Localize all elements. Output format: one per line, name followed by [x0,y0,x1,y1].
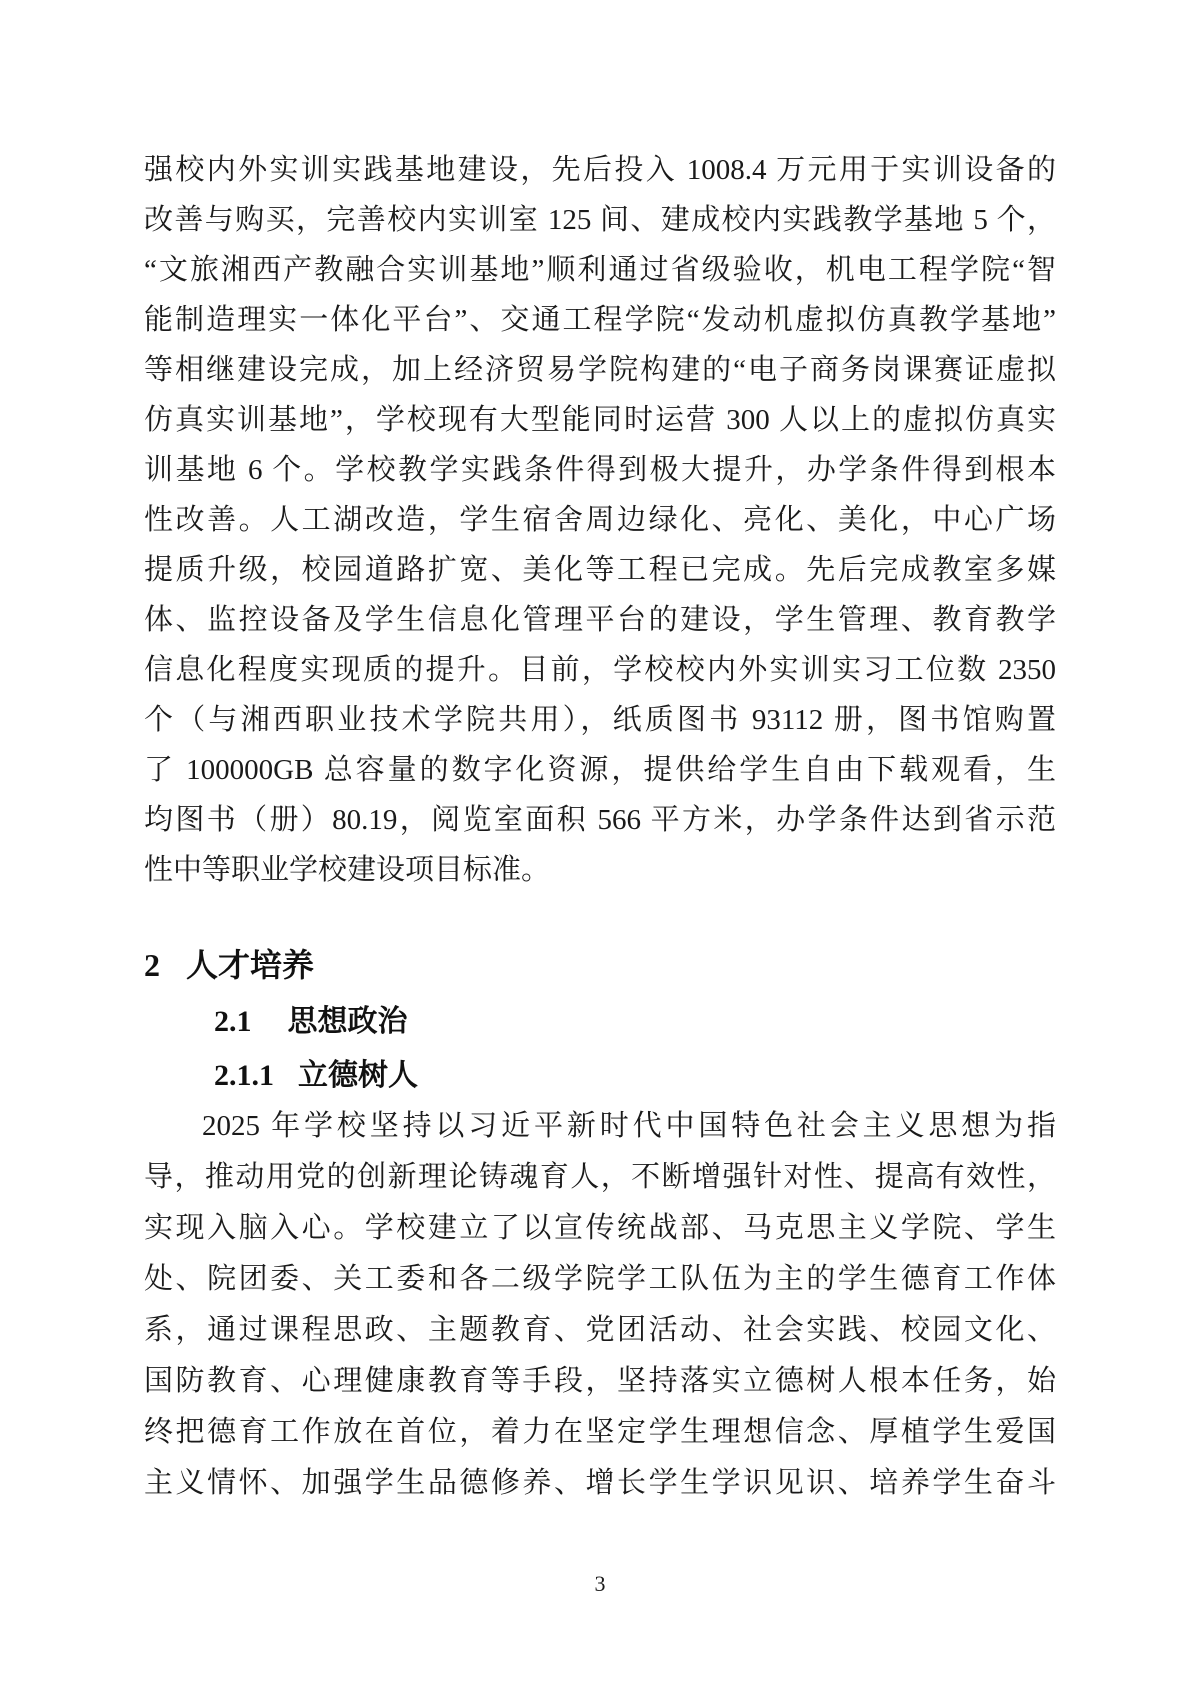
heading-section-2-1 [214,1001,1056,1043]
text-line: 了 100000GB 总容量的数字化资源，提供给学生自由下载观看，生 [144,754,1056,786]
text-line: 体、监控设备及学生信息化管理平台的建设，学生管理、教育教学 [144,604,1056,636]
text-line: 2025 年学校坚持以习近平新时代中国特色社会主义思想为指 [202,1110,1056,1142]
text-line: “文旅湘西产教融合实训基地”顺利通过省级验收，机电工程学院“智 [144,254,1056,286]
text-line: 均图书（册）80.19，阅览室面积 566 平方米，办学条件达到省示范 [144,804,1056,836]
text-line: 强校内外实训实践基地建设，先后投入 1008.4 万元用于实训设备的 [144,154,1056,186]
text-line: 性中等职业学校建设项目标准。 [144,854,551,886]
heading-section-2-title: 人才培养 [186,947,315,983]
text-line: 系，通过课程思政、主题教育、党团活动、社会实践、校园文化、 [144,1314,1056,1346]
text-line: 改善与购买，完善校内实训室 125 间、建成校内实践教学基地 5 个， [144,204,1056,236]
text-line: 个（与湘西职业技术学院共用），纸质图书 93112 册，图书馆购置 [144,704,1056,736]
heading-section-2-1-title: 思想政治 [287,1005,408,1038]
heading-section-2-1-1-title: 立德树人 [298,1059,418,1092]
paragraph-moral-education [144,1101,1056,1509]
page-content [144,0,1056,1509]
text-line: 性改善。人工湖改造，学生宿舍周边绿化、亮化、美化，中心广场 [144,504,1056,536]
text-line: 等相继建设完成，加上经济贸易学院构建的“电子商务岗课赛证虚拟 [144,354,1056,386]
heading-section-2-1-1-number: 2.1.1 [214,1059,274,1092]
paragraph-facilities-continuation [144,145,1056,895]
page-number: 3 [594,1571,606,1596]
heading-section-2 [144,943,1056,987]
text-line: 终把德育工作放在首位，着力在坚定学生理想信念、厚植学生爱国 [144,1416,1056,1448]
text-line: 信息化程度实现质的提升。目前，学校校内外实训实习工位数 2350 [144,654,1056,686]
text-line: 导，推动用党的创新理论铸魂育人，不断增强针对性、提高有效性， [144,1161,1056,1193]
text-line: 训基地 6 个。学校教学实践条件得到极大提升，办学条件得到根本 [144,454,1056,486]
text-line: 仿真实训基地”，学校现有大型能同时运营 300 人以上的虚拟仿真实 [144,404,1056,436]
text-line: 能制造理实一体化平台”、交通工程学院“发动机虚拟仿真教学基地” [144,304,1056,336]
heading-section-2-1-number: 2.1 [214,1005,252,1038]
text-line: 提质升级，校园道路扩宽、美化等工程已完成。先后完成教室多媒 [144,554,1056,586]
heading-section-2-1-1 [214,1055,1056,1097]
text-line: 国防教育、心理健康教育等手段，坚持落实立德树人根本任务，始 [144,1365,1056,1397]
text-line: 实现入脑入心。学校建立了以宣传统战部、马克思主义学院、学生 [144,1212,1056,1244]
text-line: 处、院团委、关工委和各二级学院学工队伍为主的学生德育工作体 [144,1263,1056,1295]
text-line: 主义情怀、加强学生品德修养、增长学生学识见识、培养学生奋斗 [144,1467,1056,1499]
heading-section-2-number: 2 [144,947,160,983]
